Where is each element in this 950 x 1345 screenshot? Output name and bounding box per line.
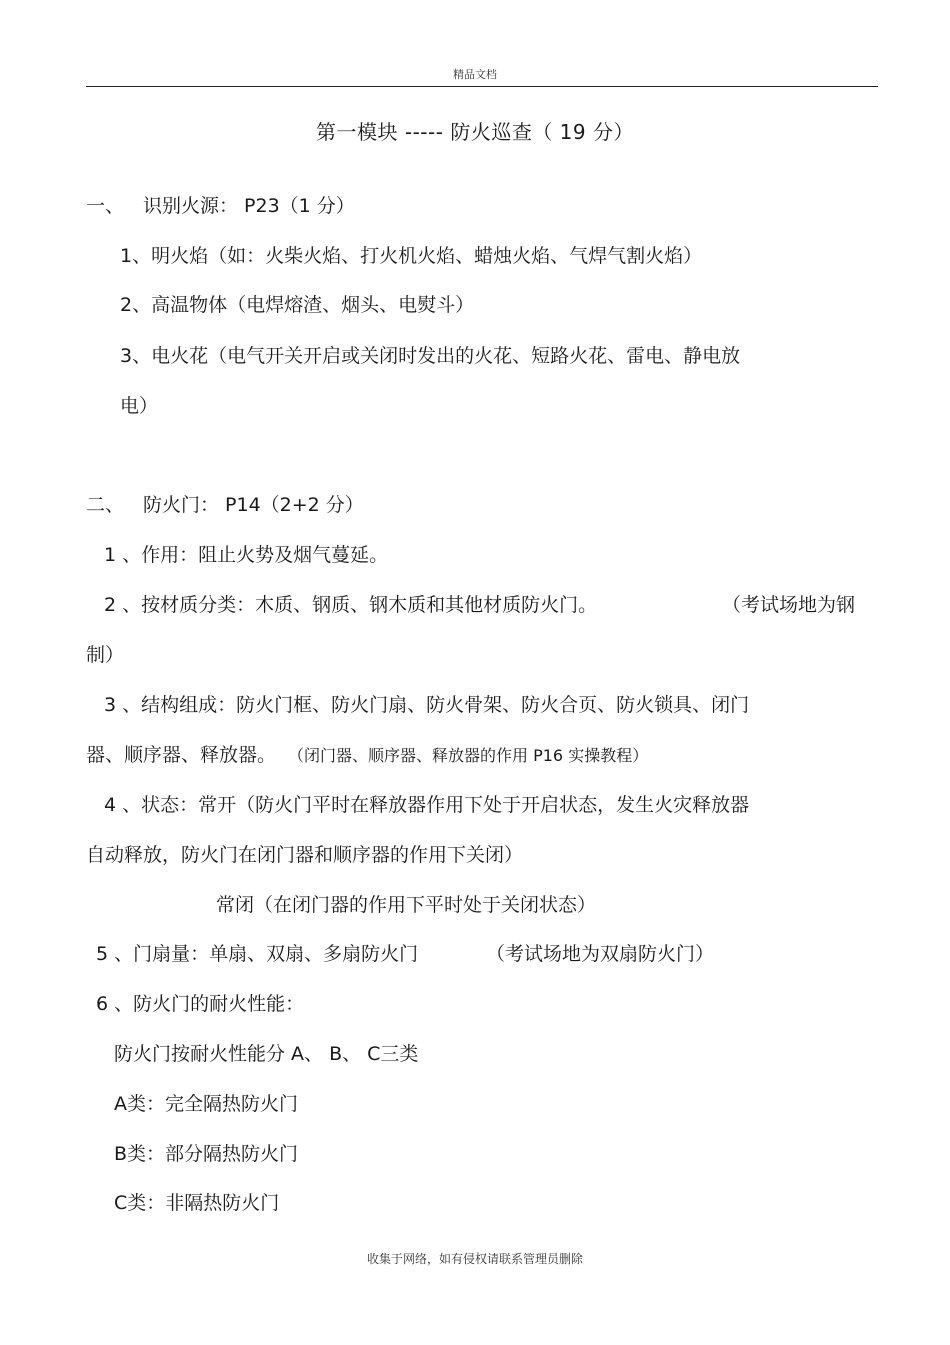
class-c-door: C类：非隔热防火门 <box>114 1192 280 1214</box>
section-2-item-4: 4 、状态：常开（防火门平时在释放器作用下处于开启状态，发生火灾释放器 <box>104 794 750 816</box>
section-1-title: 识别火源： P23（1 分） <box>143 195 355 217</box>
class-a-door: A类：完全隔热防火门 <box>114 1093 298 1115</box>
fire-resistance-classes: 防火门按耐火性能分 A、 B、 C三类 <box>114 1043 419 1065</box>
section-2-item-3: 3 、结构组成：防火门框、防火门扇、防火骨架、防火合页、防火锁具、闭门 <box>104 694 750 716</box>
section-2-number: 二、 <box>86 494 125 516</box>
section-1-item-3-continued: 电） <box>120 395 159 417</box>
page-footer-label: 收集于网络，如有侵权请联系管理员删除 <box>366 1252 583 1266</box>
section-2-item-2-continued: 制） <box>86 644 125 666</box>
header-divider <box>86 86 878 87</box>
section-2-item-1: 1 、作用：阻止火势及烟气蔓延。 <box>104 544 389 566</box>
section-2-item-2-note: （考试场地为钢 <box>722 594 856 616</box>
section-2-item-3-continued <box>86 742 648 769</box>
section-2-heading <box>86 492 364 518</box>
section-2-item-4-closed-state: 常闭（在闭门器的作用下平时处于关闭状态） <box>216 894 597 916</box>
section-1-item-1: 1、明火焰（如：火柴火焰、打火机火焰、蜡烛火焰、气焊气割火焰） <box>120 245 703 267</box>
section-1-number: 一、 <box>86 195 125 217</box>
section-2-item-4-continued: 自动释放，防火门在闭门器和顺序器的作用下关闭） <box>86 844 524 866</box>
section-2-item-3-text: 器、顺序器、释放器。 <box>86 744 277 766</box>
section-2-title: 防火门： P14（2+2 分） <box>143 494 364 516</box>
page-header-label: 精品文档 <box>453 68 497 81</box>
section-2-item-3-note: （闭门器、顺序器、释放器的作用 P16 实操教程） <box>296 746 649 765</box>
section-2-item-6: 6 、防火门的耐火性能： <box>96 993 305 1015</box>
class-b-door: B类：部分隔热防火门 <box>114 1143 299 1165</box>
section-1-item-3: 3、电火花（电气开关开启或关闭时发出的火花、短路火花、雷电、静电放 <box>120 345 741 367</box>
page-title: 第一模块 ----- 防火巡查（ 19 分） <box>316 120 634 144</box>
section-2-item-5-note: （考试场地为双扇防火门） <box>486 943 715 965</box>
section-1-item-2: 2、高温物体（电焊熔渣、烟头、电熨斗） <box>120 294 475 316</box>
section-2-item-5: 5 、门扇量：单扇、双扇、多扇防火门 <box>96 943 419 965</box>
section-1-heading <box>86 193 355 219</box>
section-2-item-2: 2 、按材质分类：木质、钢质、钢木质和其他材质防火门。 <box>104 594 598 616</box>
